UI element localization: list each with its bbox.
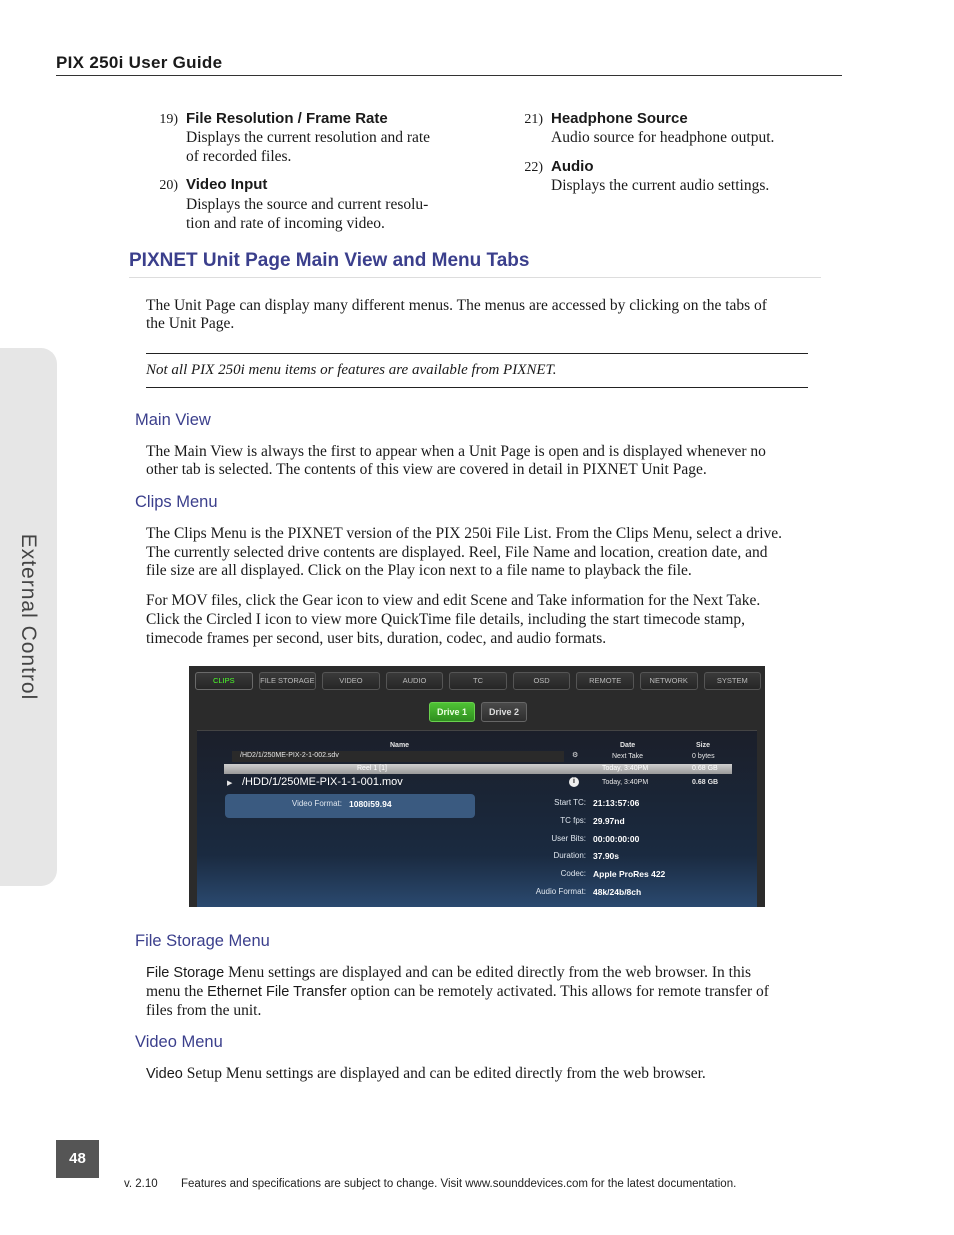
- item-desc: of recorded files.: [186, 148, 292, 165]
- keyword: Ethernet File Transfer: [207, 984, 347, 1000]
- row-date: Next Take: [612, 753, 643, 760]
- text-run: option can be remotely activated. This allows for remote transfer of: [346, 983, 769, 1000]
- detail-value: 21:13:57:06: [593, 798, 640, 808]
- row-size: 0 bytes: [692, 753, 715, 760]
- page-number: 48: [56, 1140, 99, 1178]
- reel-row[interactable]: [224, 764, 732, 774]
- item-desc: Audio source for headphone output.: [551, 129, 775, 146]
- detail-value: 48k/24b/8ch: [593, 887, 642, 897]
- tab-video[interactable]: VIDEO: [322, 672, 380, 690]
- body-line: other tab is selected. The contents of this view are covered in detail in PIXNET Unit Page.: [146, 461, 707, 478]
- menu-tab-bar: [195, 672, 761, 690]
- tab-network[interactable]: NETWORK: [640, 672, 698, 690]
- body-line: The currently selected drive contents are displayed. Reel, File Name and location, creation date, and: [146, 544, 768, 561]
- detail-label: TC fps:: [560, 816, 586, 825]
- item-number: 21): [524, 112, 543, 127]
- detail-value: 37.90s: [593, 851, 619, 861]
- gear-icon[interactable]: ⚙: [572, 752, 579, 759]
- tab-remote[interactable]: REMOTE: [576, 672, 634, 690]
- item-number: 20): [159, 178, 178, 193]
- intro-line: the Unit Page.: [146, 315, 235, 332]
- footer-version: v. 2.10: [124, 1178, 158, 1190]
- item-number: 19): [159, 112, 178, 127]
- row-date: Today, 3:40PM: [602, 765, 649, 772]
- item-title: Headphone Source: [551, 110, 688, 127]
- running-header: PIX 250i User Guide: [56, 53, 223, 72]
- column-header-name: Name: [390, 742, 410, 749]
- row-size: 0.68 GB: [692, 765, 718, 772]
- keyword: File Storage: [146, 965, 225, 981]
- footer-text: Features and specifications are subject to change. Visit www.sounddevices.com for the latest documentation.: [181, 1178, 737, 1190]
- keyword: Video: [146, 1066, 183, 1082]
- body-line: [146, 1065, 706, 1084]
- item-desc: Displays the current resolution and rate: [186, 129, 431, 146]
- info-circle-icon[interactable]: i: [569, 777, 579, 787]
- text-run: Setup Menu settings are displayed and can be edited directly from the web browser.: [182, 1065, 706, 1082]
- column-header-date: Date: [620, 742, 636, 749]
- body-line: timecode frames per second, user bits, duration, codec, and audio formats.: [146, 630, 607, 647]
- item-desc: tion and rate of incoming video.: [186, 215, 385, 232]
- tab-audio[interactable]: AUDIO: [386, 672, 444, 690]
- video-format-value: 1080i59.94: [349, 799, 392, 809]
- clips-menu-screenshot: [189, 666, 765, 907]
- tab-system[interactable]: SYSTEM: [704, 672, 762, 690]
- body-line: For MOV files, click the Gear icon to view and edit Scene and Take information for the Next Take.: [146, 592, 761, 609]
- subheading-file-storage: File Storage Menu: [135, 932, 270, 950]
- item-desc: Displays the source and current resolu-: [186, 196, 429, 213]
- body-line: Click the Circled I icon to view more QuickTime file details, including the start timecode stamp,: [146, 611, 746, 628]
- subheading-clips-menu: Clips Menu: [135, 493, 218, 511]
- detail-label: Start TC:: [554, 798, 586, 807]
- tab-clips[interactable]: CLIPS: [195, 672, 253, 690]
- detail-value: Apple ProRes 422: [593, 869, 666, 879]
- note-rule-bottom: [146, 387, 808, 388]
- body-line: [146, 964, 751, 983]
- item-title: Video Input: [186, 176, 268, 193]
- section-title: PIXNET Unit Page Main View and Menu Tabs: [129, 250, 530, 271]
- detail-label: User Bits:: [551, 834, 586, 843]
- detail-label: Codec:: [560, 869, 586, 878]
- text-run: Menu settings are displayed and can be edited directly from the web browser. In this: [224, 964, 752, 981]
- item-title: File Resolution / Frame Rate: [186, 110, 388, 127]
- detail-value: 00:00:00:00: [593, 834, 640, 844]
- play-icon[interactable]: ▶: [227, 780, 233, 787]
- detail-label: Duration:: [553, 851, 586, 860]
- intro-line: The Unit Page can display many different menus. The menus are accessed by clicking on the tabs of: [146, 297, 767, 314]
- drive-2-button[interactable]: Drive 2: [481, 702, 527, 722]
- side-tab-label: External Control: [17, 533, 40, 701]
- subheading-video-menu: Video Menu: [135, 1033, 223, 1051]
- item-desc: Displays the current audio settings.: [551, 177, 770, 194]
- header-rule: [56, 75, 842, 76]
- detail-value: 29.97nd: [593, 816, 625, 826]
- tab-file-storage[interactable]: FILE STORAGE: [259, 672, 317, 690]
- body-line: [146, 983, 769, 1002]
- reel-label: Reel 1 [1]: [357, 765, 387, 772]
- file-list-panel: [197, 730, 757, 907]
- drive-1-button[interactable]: Drive 1: [429, 702, 475, 722]
- tab-osd[interactable]: OSD: [513, 672, 571, 690]
- subheading-main-view: Main View: [135, 411, 211, 429]
- text-run: menu the: [146, 983, 208, 1000]
- body-line: files from the unit.: [146, 1002, 262, 1019]
- file-details: [197, 791, 757, 907]
- body-line: The Clips Menu is the PIXNET version of the PIX 250i File List. From the Clips Menu, select a drive.: [146, 525, 783, 542]
- body-line: file size are all displayed. Click on the Play icon next to a file name to playback the file.: [146, 562, 692, 579]
- row-date: Today, 3:40PM: [602, 779, 649, 786]
- video-format-label: Video Format:: [291, 799, 342, 808]
- row-filename: /HD2/1/250ME-PIX-2-1-002.sdv: [240, 752, 339, 759]
- detail-label: Audio Format:: [535, 887, 586, 896]
- note-rule-top: [146, 353, 808, 354]
- row-size: 0.68 GB: [692, 779, 719, 786]
- row-filename: /HDD/1/250ME-PIX-1-1-001.mov: [242, 776, 403, 788]
- section-rule: [129, 277, 821, 278]
- note-text: Not all PIX 250i menu items or features are available from PIXNET.: [146, 362, 557, 378]
- tab-tc[interactable]: TC: [449, 672, 507, 690]
- item-number: 22): [524, 160, 543, 175]
- column-header-size: Size: [696, 742, 711, 749]
- body-line: The Main View is always the first to appear when a Unit Page is open and is displayed whenever no: [146, 443, 766, 460]
- item-title: Audio: [551, 158, 594, 175]
